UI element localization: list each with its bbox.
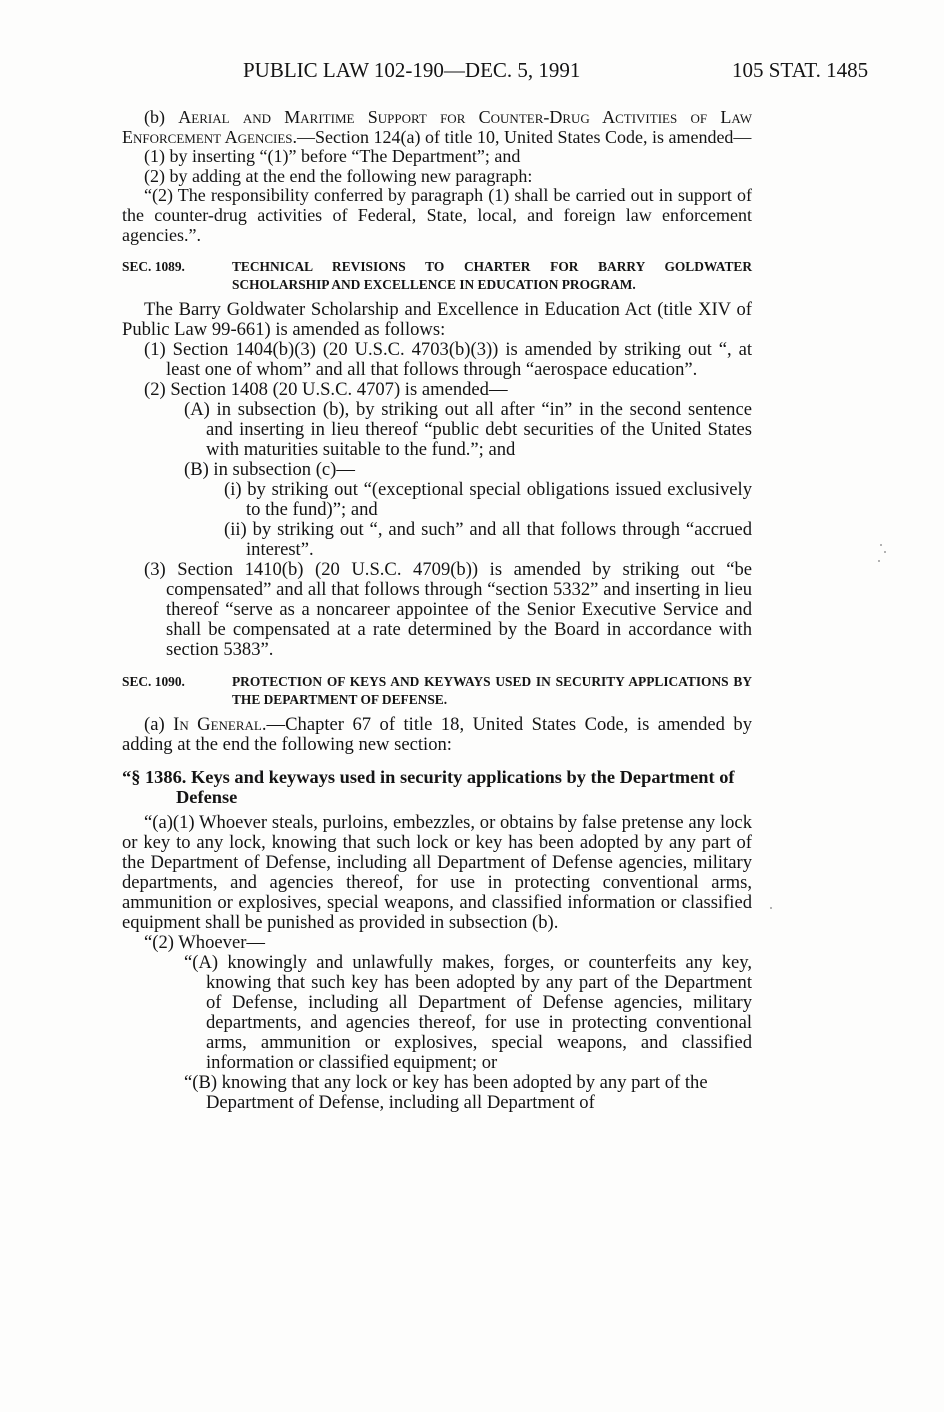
scan-speck <box>880 544 882 546</box>
section-1090-a-label: (a) <box>144 714 165 736</box>
section-1089-intro: The Barry Goldwater Scholarship and Excellence in Education Act (title XIV of Public Law 99-661) is amended as follows: <box>122 299 752 341</box>
section-1089-paragraph-2a: (A) in subsection (b), by striking out all after “in” in the second sentence and inserting in lieu thereof “public debt securities of the United States with maturities suitable to the fund.”; and <box>184 399 752 461</box>
subsection-b-text: —Section 124(a) of title 10, United States Code, is amended— <box>297 126 752 147</box>
section-1090-body <box>122 715 752 1113</box>
section-1090-number: SEC. 1090. <box>122 674 185 690</box>
scan-speck <box>884 551 886 553</box>
section-1089-heading <box>122 258 752 294</box>
section-1090-subsection-a <box>122 715 752 755</box>
new-section-a2a: “(A) knowingly and unlawfully makes, forges, or counterfeits any key, knowing that such key has been adopted by any part of the Department of Defense, including all Department of Defense agencies, military departments, and agencies thereof, for use in protecting conventional arms, ammunition or explosives, special weapons, and classified information or classified equipment; or <box>184 952 752 1074</box>
section-1090-a-text: —Chapter 67 of title 18, United States Code, is amended by adding at the end the following new section: <box>122 714 752 756</box>
subsection-b-heading: Aerial and Maritime Support for Counter-Drug Activities of Law Enforcement Agencies. <box>122 107 752 147</box>
new-section-1386-heading <box>122 767 752 807</box>
section-1089-clause-2b-ii: (ii) by striking out “, and such” and all that follows through “accrued interest”. <box>224 519 752 561</box>
subsection-b-label: (b) <box>144 107 165 127</box>
section-1090-heading <box>122 673 752 709</box>
new-section-a2: “(2) Whoever— <box>144 932 265 954</box>
section-1089-body <box>122 300 752 660</box>
statute-page-number: 105 STAT. 1485 <box>732 58 869 82</box>
new-section-a2b: “(B) knowing that any lock or key has been adopted by any part of the Department of Defense, including all Department of <box>184 1072 708 1114</box>
section-1089-number: SEC. 1089. <box>122 259 185 275</box>
section-1089-paragraph-3: (3) Section 1410(b) (20 U.S.C. 4709(b)) is amended by striking out “be compensated” and all that follows through “section 5332” and inserting in lieu thereof “serve as a noncareer appointee of the Senior Executive Service and shall be compensated at a rate determined by the Board in accordance with section 5383”. <box>144 559 752 661</box>
section-1090-a-heading: In General. <box>173 714 267 736</box>
subsection-b-quoted-paragraph: “(2) The responsibility conferred by paragraph (1) shall be carried out in support of the counter-drug activities of Federal, State, local, and foreign law enforcement agencies.”. <box>122 185 752 245</box>
document-body <box>122 108 752 1113</box>
subsection-b-item-2: (2) by adding at the end the following new paragraph: <box>144 165 533 186</box>
subsection-b-item-1: (1) by inserting “(1)” before “The Department”; and <box>144 146 521 167</box>
section-1089-paragraph-1: (1) Section 1404(b)(3) (20 U.S.C. 4703(b)(3)) is amended by striking out “, at least one of whom” and all that follows through “aerospace education”. <box>144 339 752 381</box>
subsection-b-paragraph <box>122 108 752 147</box>
section-1090-title: PROTECTION OF KEYS AND KEYWAYS USED IN SECURITY APPLICATIONS BY THE DEPARTMENT OF DEFENSE. <box>232 674 752 708</box>
section-1089-paragraph-2: (2) Section 1408 (20 U.S.C. 4707) is amended— <box>144 379 508 401</box>
section-1089-clause-2b-i: (i) by striking out “(exceptional special obligations issued exclusively to the fund)”; and <box>224 479 752 521</box>
new-section-1386-title: Keys and keyways used in security applications by the Department of Defense <box>176 767 735 808</box>
new-section-1386-number: “§ 1386. <box>122 767 187 788</box>
page-header <box>243 58 893 88</box>
public-law-citation: PUBLIC LAW 102-190—DEC. 5, 1991 <box>243 58 581 82</box>
scan-speck <box>770 907 772 909</box>
section-1089-paragraph-2b: (B) in subsection (c)— <box>184 459 355 481</box>
new-section-a1: “(a)(1) Whoever steals, purloins, embezzles, or obtains by false pretense any lock or key to any lock, knowing that such lock or key has been adopted by any part of the Department of Defense, including all Department of Defense agencies, military departments, and agencies thereof, for use in protecting conventional arms, ammunition or explosives, special weapons, and classified information or classified equipment shall be punished as provided in subsection (b). <box>122 812 752 934</box>
scan-speck <box>878 560 880 562</box>
section-1089-title: TECHNICAL REVISIONS TO CHARTER FOR BARRY GOLDWATER SCHOLARSHIP AND EXCELLENCE IN EDUCATION PROGRAM. <box>232 259 752 293</box>
